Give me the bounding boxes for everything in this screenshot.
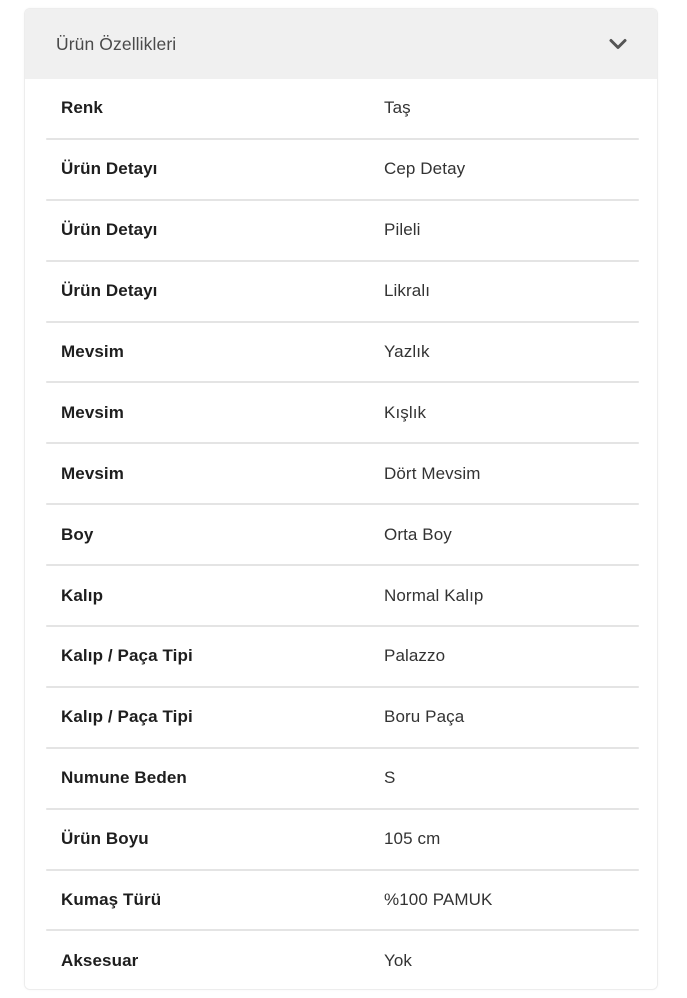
attribute-label: Mevsim [61, 402, 124, 422]
attribute-row [25, 505, 657, 564]
attribute-label: Aksesuar [61, 950, 139, 970]
attribute-row [25, 323, 657, 382]
attribute-row [25, 383, 657, 442]
attribute-value: Likralı [384, 281, 431, 301]
product-features-accordion-header[interactable] [25, 9, 657, 79]
attribute-label: Ürün Detayı [61, 220, 158, 240]
attributes-list [25, 79, 657, 990]
attribute-label: Ürün Detayı [61, 281, 158, 301]
attribute-value: 105 cm [384, 829, 441, 849]
attribute-value: Cep Detay [384, 159, 466, 179]
chevron-down-icon[interactable] [605, 31, 631, 57]
attribute-value: Dört Mevsim [384, 463, 481, 483]
attribute-value: Taş [384, 98, 411, 118]
attribute-row [25, 444, 657, 503]
attribute-value: Normal Kalıp [384, 585, 484, 605]
attribute-value: Pileli [384, 220, 421, 240]
attribute-value: Orta Boy [384, 524, 452, 544]
attribute-label: Mevsim [61, 463, 124, 483]
attribute-label: Kumaş Türü [61, 890, 162, 910]
attribute-label: Boy [61, 524, 94, 544]
attribute-value: Kışlık [384, 402, 427, 422]
attribute-row [25, 871, 657, 930]
attribute-row [25, 688, 657, 747]
attribute-row [25, 140, 657, 199]
attribute-value: Boru Paça [384, 707, 465, 727]
attribute-label: Kalıp / Paça Tipi [61, 707, 193, 727]
attribute-row [25, 627, 657, 686]
attribute-value: S [384, 768, 396, 788]
attribute-value: %100 PAMUK [384, 890, 493, 910]
attribute-row [25, 931, 657, 990]
attribute-label: Renk [61, 98, 103, 118]
attribute-label: Numune Beden [61, 768, 187, 788]
attribute-row [25, 201, 657, 260]
attribute-label: Ürün Boyu [61, 829, 149, 849]
attribute-row [25, 79, 657, 138]
attribute-label: Kalıp / Paça Tipi [61, 646, 193, 666]
attribute-value: Palazzo [384, 646, 446, 666]
attribute-row [25, 566, 657, 625]
product-features-panel [24, 8, 658, 990]
panel-title: Ürün Özellikleri [56, 33, 177, 54]
attribute-label: Ürün Detayı [61, 159, 158, 179]
attribute-row [25, 749, 657, 808]
attribute-value: Yok [384, 950, 413, 970]
attribute-row [25, 810, 657, 869]
attribute-value: Yazlık [384, 342, 430, 361]
attribute-row [25, 262, 657, 321]
attribute-label: Mevsim [61, 342, 124, 361]
attribute-label: Kalıp [61, 585, 104, 605]
